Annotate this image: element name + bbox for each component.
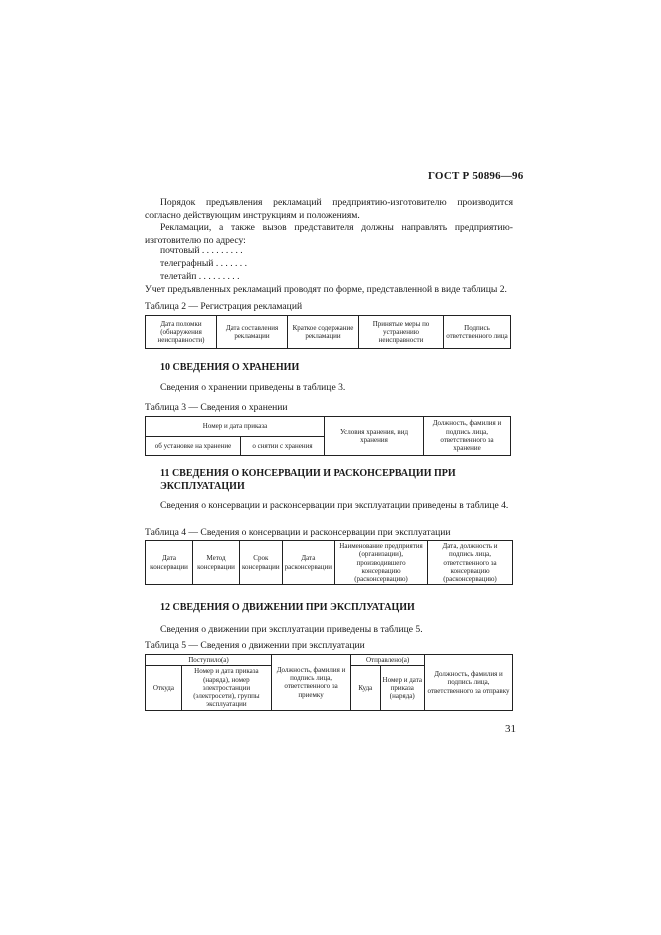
- table3-group-header: Номер и дата приказа: [146, 417, 325, 437]
- intro-paragraph-3-text: [145, 270, 513, 296]
- table5-col-order-sent: Номер и дата приказа (наряда): [380, 666, 425, 710]
- intro-paragraph-3-body: Учет предъявленных рекламаций проводят по форме, представленной в виде таблицы 2.: [145, 284, 507, 295]
- table5-caption: Таблица 5 — Сведения о движении при эксплуатации: [145, 640, 365, 651]
- table4-col-1: Дата консервации: [146, 541, 193, 585]
- table5-col-order-received: Номер и дата приказа (наряда), номер электростанции (электросети), группы эксплуатации: [181, 666, 271, 710]
- table4-col-6: Дата, должность и подпись лица, ответственного за консервацию (расконсервацию): [428, 541, 513, 585]
- table3-sub-remove: о снятии с хранения: [241, 436, 325, 456]
- table2-col-2: Дата составления рекламации: [217, 316, 288, 349]
- table4-col-5: Наименование предприятия (организации), производившего консервацию (расконсервацию): [335, 541, 428, 585]
- table5-group-sent: Отправлено(а): [351, 655, 425, 666]
- table5: [145, 654, 513, 711]
- table5-col-resp-receive: Должность, фамилия и подпись лица, ответственного за приемку: [271, 655, 350, 711]
- table4: [145, 540, 513, 585]
- intro-paragraph-1: Порядок предъявления рекламаций предприятию-изготовителю производится согласно действующим инструкциям и положениям.: [145, 197, 513, 221]
- table2-col-4: Принятые меры по устранению неисправности: [359, 316, 444, 349]
- table2-caption: Таблица 2 — Регистрация рекламаций: [145, 301, 303, 312]
- section11-heading: 11 СВЕДЕНИЯ О КОНСЕРВАЦИИ И РАСКОНСЕРВАЦИИ ПРИ ЭКСПЛУАТАЦИИ: [160, 468, 456, 492]
- table4-col-3: Срок консервации: [240, 541, 283, 585]
- table5-group-received: Поступило(а): [146, 655, 272, 666]
- table2-col-5: Подпись ответственного лица: [444, 316, 511, 349]
- table4-col-4: Дата расконсервации: [282, 541, 334, 585]
- table2-col-1: Дата поломки (обнаружения неисправности): [146, 316, 217, 349]
- table3-caption: Таблица 3 — Сведения о хранении: [145, 402, 288, 413]
- section11-text: Сведения о консервации и расконсервации при эксплуатации приведены в таблице 4.: [160, 500, 509, 511]
- table4-col-2: Метод консервации: [193, 541, 240, 585]
- table5-col-to: Куда: [351, 666, 380, 710]
- document-header: ГОСТ Р 50896—96: [428, 170, 524, 182]
- table4-caption: Таблица 4 — Сведения о консервации и расконсервации при эксплуатации: [145, 527, 451, 538]
- table3-col-responsible: Должность, фамилия и подпись лица, ответственного за хранение: [424, 417, 511, 456]
- table5-col-resp-send: Должность, фамилия и подпись лица, ответственного за отправку: [425, 655, 513, 711]
- page-number: 31: [505, 723, 516, 735]
- address-item-mail: почтовый . . . . . . . . .: [160, 245, 243, 256]
- address-item-teletype: телетайп . . . . . . . . .: [160, 271, 240, 282]
- table3-col-conditions: Условия хранения, вид хранения: [325, 417, 424, 456]
- address-item-telegraph: телеграфный . . . . . . .: [160, 258, 247, 269]
- section10-text: Сведения о хранении приведены в таблице 3.: [160, 382, 346, 393]
- table3-sub-install: об установке на хранение: [146, 436, 241, 456]
- intro-paragraph-2: Рекламации, а также вызов представителя должны направлять предприятию-изготовителю по адресу:: [145, 222, 513, 246]
- table2: [145, 315, 511, 349]
- section12-text: Сведения о движении при эксплуатации приведены в таблице 5.: [160, 624, 423, 635]
- table5-col-from: Откуда: [146, 666, 182, 710]
- table3: [145, 416, 511, 456]
- table2-col-3: Краткое содержание рекламации: [288, 316, 359, 349]
- section10-heading: 10 СВЕДЕНИЯ О ХРАНЕНИИ: [160, 362, 300, 373]
- section12-heading: 12 СВЕДЕНИЯ О ДВИЖЕНИИ ПРИ ЭКСПЛУАТАЦИИ: [160, 602, 415, 613]
